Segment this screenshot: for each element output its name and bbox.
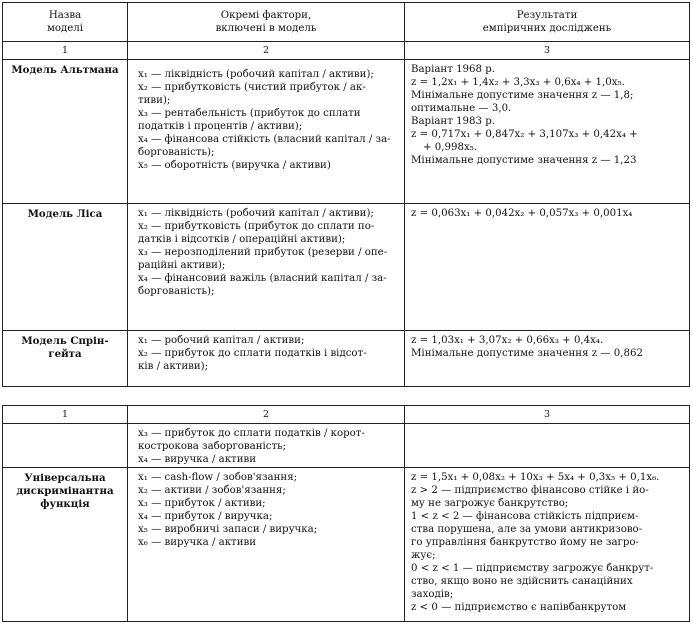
factors-cell <box>128 204 405 331</box>
factor-line: x₁ — ліквідність (робочий капітал / активи); <box>138 208 374 219</box>
models-table-part-2 <box>2 405 690 622</box>
header-factors: Окремі фактори, включені в модель <box>128 3 405 42</box>
result-line: 0 < z < 1 — підприємству загрожує банкрут- <box>411 563 654 574</box>
factor-line: x₂ — прибутковість (прибуток до сплати по- <box>138 221 375 232</box>
result-line: Мінімальне допустиме значення z — 0,862 <box>411 348 643 359</box>
result-line: 1 < z < 2 — фінансова стійкість підприєм- <box>411 511 639 522</box>
empty-cell <box>405 424 690 468</box>
result-line: z = 0,717x₁ + 0,847x₂ + 3,107x₃ + 0,42x₄ + <box>411 129 638 140</box>
result-line: Мінімальне допустиме значення z — 1,8; <box>411 90 634 101</box>
factors-cell <box>128 331 405 387</box>
factor-line: датків і відсотків / операційні активи); <box>138 234 346 245</box>
result-line: Варіант 1968 р. <box>411 64 496 75</box>
column-number: 1 <box>3 42 128 60</box>
model-name: Модель Альтмана <box>3 60 128 204</box>
model-name: Універсальна дискримінантна функція <box>3 468 128 622</box>
factors-cell <box>128 60 405 204</box>
result-line: жує; <box>411 550 436 561</box>
factors-cell <box>128 468 405 622</box>
factors-cell <box>128 424 405 468</box>
model-name: Модель Спрін- гейта <box>3 331 128 387</box>
table-row-lis <box>3 204 690 331</box>
result-line: оптимальне — 3,0. <box>411 103 512 114</box>
factor-line: кострокова заборгованість; <box>138 441 287 452</box>
column-number: 1 <box>3 406 128 424</box>
result-line: z = 1,5x₁ + 0,08x₂ + 10x₃ + 5x₄ + 0,3x₅ + 0,1x₆. <box>411 472 660 483</box>
result-line: заходів; <box>411 589 454 600</box>
results-cell <box>405 331 690 387</box>
factor-line: боргованість); <box>138 147 215 158</box>
result-line: ство, якщо воно не здійснить санаційних <box>411 576 633 587</box>
column-number: 2 <box>128 406 405 424</box>
factor-line: x₁ — ліквідність (робочий капітал / активи); <box>138 69 374 80</box>
model-name: Модель Ліса <box>3 204 128 331</box>
header-row <box>3 3 690 42</box>
column-number: 3 <box>405 42 690 60</box>
column-number: 2 <box>128 42 405 60</box>
factor-line: x₂ — активи / зобов'язання; <box>138 485 286 496</box>
factor-line: x₄ — фінансова стійкість (власний капітал / за- <box>138 134 391 145</box>
header-model-name: Назва моделі <box>3 3 128 42</box>
result-line: z < 0 — підприємство є напівбанкрутом <box>411 602 627 613</box>
factor-line: x₄ — фінансовий важіль (власний капітал / за- <box>138 273 387 284</box>
results-cell <box>405 60 690 204</box>
column-number-row <box>3 42 690 60</box>
empty-cell <box>3 424 128 468</box>
factor-line: раційні активи); <box>138 260 226 271</box>
factor-line: тиви); <box>138 95 171 106</box>
factor-line: ків / активи); <box>138 361 209 372</box>
factor-line: x₃ — рентабельність (прибуток до сплати <box>138 108 361 119</box>
table-row-altman <box>3 60 690 204</box>
table-row-springate <box>3 331 690 387</box>
factor-line: x₁ — cash-flow / зобов'язання; <box>138 472 298 483</box>
result-line: z > 2 — підприємство фінансово стійке і йо- <box>411 485 649 496</box>
factor-line: x₂ — прибуток до сплати податків і відсот- <box>138 348 367 359</box>
header-results: Результати емпіричних досліджень <box>405 3 690 42</box>
factor-line: x₆ — виручка / активи <box>138 537 257 548</box>
factor-line: боргованість); <box>138 286 215 297</box>
factor-line: податків і процентів / активи); <box>138 121 303 132</box>
factor-line: x₄ — прибуток / виручка; <box>138 511 273 522</box>
column-number-row <box>3 406 690 424</box>
column-number: 3 <box>405 406 690 424</box>
result-line: ства порушена, але за умови антикризово- <box>411 524 643 535</box>
result-line: + 0,998x₅. <box>423 142 478 153</box>
results-cell <box>405 204 690 331</box>
results-cell <box>405 468 690 622</box>
factor-line: x₅ — виробничі запаси / виручка; <box>138 524 318 535</box>
result-line: z = 0,063x₁ + 0,042x₂ + 0,057x₃ + 0,001x₄ <box>411 208 633 219</box>
result-line: го управління банкрутство йому не загро- <box>411 537 639 548</box>
result-line: Мінімальне допустиме значення z — 1,23 <box>411 155 637 166</box>
result-line: z = 1,03x₁ + 3,07x₂ + 0,66x₃ + 0,4x₄. <box>411 335 604 346</box>
factor-line: x₁ — робочий капітал / активи; <box>138 335 305 346</box>
factor-line: x₂ — прибутковість (чистий прибуток / ак- <box>138 82 366 93</box>
models-table-part-1 <box>2 2 690 387</box>
result-line: z = 1,2x₁ + 1,4x₂ + 3,3x₃ + 0,6x₄ + 1,0x₅. <box>411 77 625 88</box>
factor-line: x₄ — виручка / активи <box>138 454 257 465</box>
factor-line: x₃ — прибуток / активи; <box>138 498 266 509</box>
table-row-continuation <box>3 424 690 468</box>
factor-line: x₅ — оборотність (виручка / активи) <box>138 160 331 171</box>
factor-line: x₃ — прибуток до сплати податків / корот- <box>138 428 365 439</box>
result-line: Варіант 1983 р. <box>411 116 496 127</box>
result-line: му не загрожує банкрутство; <box>411 498 569 509</box>
factor-line: x₃ — нерозподілений прибуток (резерви / опе- <box>138 247 388 258</box>
table-row-universal <box>3 468 690 622</box>
